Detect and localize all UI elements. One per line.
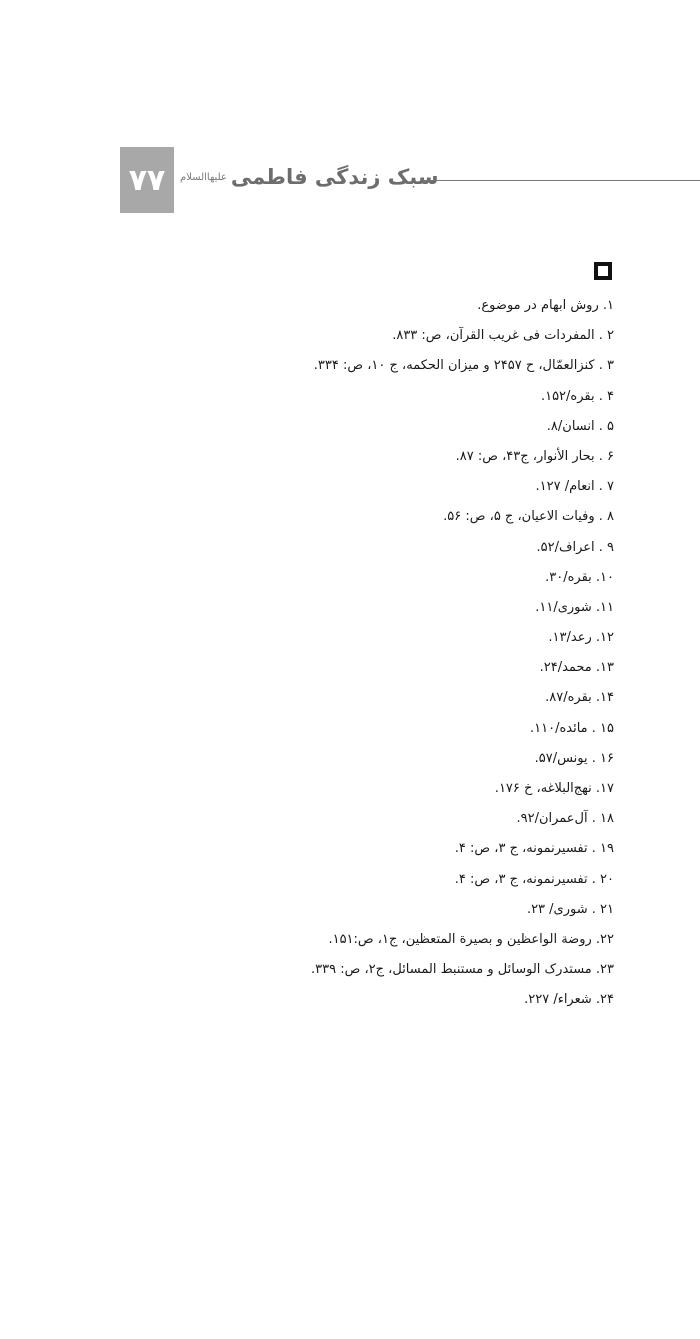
footnote-16: ۱۶ . یونس/۵۷. xyxy=(534,750,614,766)
footnote-23: ۲۳. مستدرک الوسائل و مستنبط المسائل، ج۲، ص: ۳۳۹. xyxy=(310,962,614,978)
footnote-7: ۷ . انعام/ ۱۲۷. xyxy=(535,479,614,495)
footnote-19: ۱۹ . تفسیرنمونه، ج ۳، ص: ۴. xyxy=(454,841,614,857)
footnote-21: ۲۱ . شوری/ ۲۳. xyxy=(526,901,614,917)
footnote-2: ۲ . المفردات فی غریب القرآن، ص: ۸۳۳. xyxy=(392,328,614,344)
footnote-13: ۱۳. محمد/۲۴. xyxy=(539,660,614,676)
page-number: ۷۷ xyxy=(120,147,174,213)
footnote-12: ۱۲. رعد/۱۳. xyxy=(548,630,614,646)
footnote-8: ۸ . وفیات الاعیان، ج ۵، ص: ۵۶. xyxy=(443,509,614,525)
footnote-18: ۱۸ . آل‌عمران/۹۲. xyxy=(516,811,614,827)
footnote-4: ۴ . بقره/۱۵۲. xyxy=(540,388,614,404)
footnote-3: ۳ . کنزالعمّال، ح ۲۴۵۷ و میزان الحکمه، ج ۱۰، ص: ۳۳۴. xyxy=(313,358,614,374)
honorific-text: علیهاالسلام xyxy=(180,171,227,183)
footnote-1: ۱. روش ابهام در موضوع. xyxy=(477,298,614,313)
footnote-14: ۱۴. بقره/۸۷. xyxy=(545,690,614,706)
footnote-11: ۱۱. شوری/۱۱. xyxy=(535,599,614,615)
footnote-10: ۱۰. بقره/۳۰. xyxy=(545,569,614,585)
footnotes-list xyxy=(174,296,614,1021)
footnote-17: ۱۷. نهج‌البلاغه، خ ۱۷۶. xyxy=(494,781,614,796)
page-header xyxy=(0,147,700,215)
footnote-6: ۶ . بحار الأنوار، ج۴۳، ص: ۸۷. xyxy=(455,448,614,464)
header-rule xyxy=(420,180,700,181)
footnote-22: ۲۲. روضة الواعظین و بصیرة المتعظین، ج۱، ص:۱۵۱. xyxy=(328,931,614,947)
footnote-5: ۵ . انسان/۸. xyxy=(546,418,614,434)
footnote-20: ۲۰ . تفسیرنمونه، ج ۳، ص: ۴. xyxy=(454,871,614,887)
footnote-24: ۲۴. شعراء/ ۲۲۷. xyxy=(524,992,614,1008)
footnote-15: ۱۵ . مائده/۱۱۰. xyxy=(529,720,614,736)
square-outline-icon xyxy=(594,262,612,280)
book-title-text: سبک زندگی فاطمی xyxy=(230,165,439,189)
book-title xyxy=(180,165,439,189)
footnote-9: ۹ . اعراف/۵۲. xyxy=(536,539,614,555)
